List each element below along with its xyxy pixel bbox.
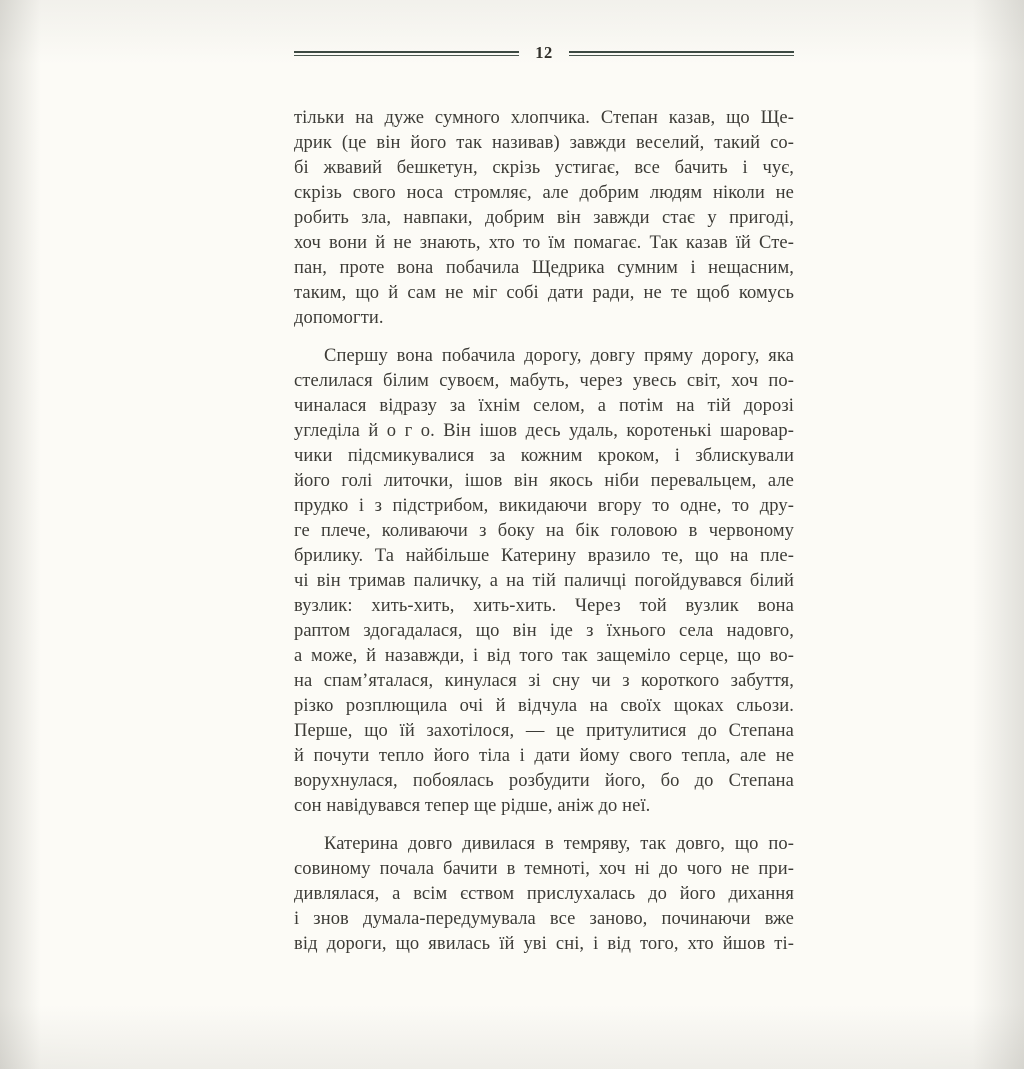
text-line: чі він тримав паличку, а на тій паличці погойдувався білий bbox=[294, 570, 794, 591]
paragraph bbox=[294, 832, 794, 957]
book-page bbox=[0, 45, 1024, 1069]
text-line: робить зла, навпаки, добрим він завжди стає у пригоді, bbox=[294, 207, 794, 228]
text-line: пан, проте вона побачила Щедрика сумним і нещасним, bbox=[294, 257, 794, 278]
text-line: хоч вони й не знають, хто то їм помагає. Так казав їй Сте- bbox=[294, 232, 794, 253]
page-number: 12 bbox=[535, 43, 553, 62]
text-line: раптом здогадалася, що він іде з їхнього села надовго, bbox=[294, 620, 794, 641]
decorative-rule-left bbox=[294, 51, 519, 56]
text-line: тільки на дуже сумного хлопчика. Степан казав, що Ще- bbox=[294, 107, 794, 128]
text-line: і знов думала-передумувала все заново, починаючи вже bbox=[294, 908, 794, 929]
text-line: чиналася відразу за їхнім селом, а потім на тій дорозі bbox=[294, 395, 794, 416]
text-line: стелилася білим сувоєм, мабуть, через увесь світ, хоч по- bbox=[294, 370, 794, 391]
text-line: брилику. Та найбільше Катерину вразило те, що на пле- bbox=[294, 545, 794, 566]
text-line: дрик (це він його так називав) завжди веселий, такий со- bbox=[294, 132, 794, 153]
page-text bbox=[294, 106, 794, 957]
text-line: сон навідувався тепер ще рідше, аніж до неї. bbox=[294, 795, 651, 816]
text-line: допомогти. bbox=[294, 307, 384, 328]
text-line: таким, що й сам не міг собі дати ради, не те щоб комусь bbox=[294, 282, 794, 303]
paragraph bbox=[294, 106, 794, 331]
text-line: різко розплющила очі й відчула на своїх щоках сльози. bbox=[294, 695, 794, 716]
text-line: а може, й назавжди, і від того так защеміло серце, що во- bbox=[294, 645, 794, 666]
text-line: Спершу вона побачила дорогу, довгу пряму дорогу, яка bbox=[324, 345, 794, 366]
text-line: його голі литочки, ішов він якось ніби перевальцем, але bbox=[294, 470, 794, 491]
text-line: від дороги, що явилась їй уві сні, і від того, хто йшов ті- bbox=[294, 933, 794, 954]
text-line: й почути тепло його тіла і дати йому свого тепла, але не bbox=[294, 745, 794, 766]
page-header bbox=[294, 45, 794, 62]
text-line: Перше, що їй захотілося, — це притулитися до Степана bbox=[294, 720, 794, 741]
text-line: дивлялася, а всім єством прислухалась до його дихання bbox=[294, 883, 794, 904]
text-line: ге плече, коливаючи з боку на бік головою в червоному bbox=[294, 520, 794, 541]
text-line: прудко і з підстрибом, викидаючи вгору то одне, то дру- bbox=[294, 495, 794, 516]
text-line: вузлик: хить-хить, хить-хить. Через той вузлик вона bbox=[294, 595, 794, 616]
text-line: бі жвавий бешкетун, скрізь устигає, все бачить і чує, bbox=[294, 157, 794, 178]
text-line: на спам’яталася, кинулася зі сну чи з короткого забуття, bbox=[294, 670, 794, 691]
text-line: угледіла й о г о. Він ішов десь удаль, коротенькі шаровар- bbox=[294, 420, 794, 441]
text-line: чики підсмикувалися за кожним кроком, і зблискували bbox=[294, 445, 794, 466]
decorative-rule-right bbox=[569, 51, 794, 56]
paragraph bbox=[294, 344, 794, 819]
text-line: скрізь свого носа стромляє, але добрим людям ніколи не bbox=[294, 182, 794, 203]
text-line: совиному почала бачити в темноті, хоч ні до чого не при- bbox=[294, 858, 794, 879]
text-line: Катерина довго дивилася в темряву, так довго, що по- bbox=[324, 833, 794, 854]
text-line: ворухнулася, побоялась розбудити його, бо до Степана bbox=[294, 770, 794, 791]
